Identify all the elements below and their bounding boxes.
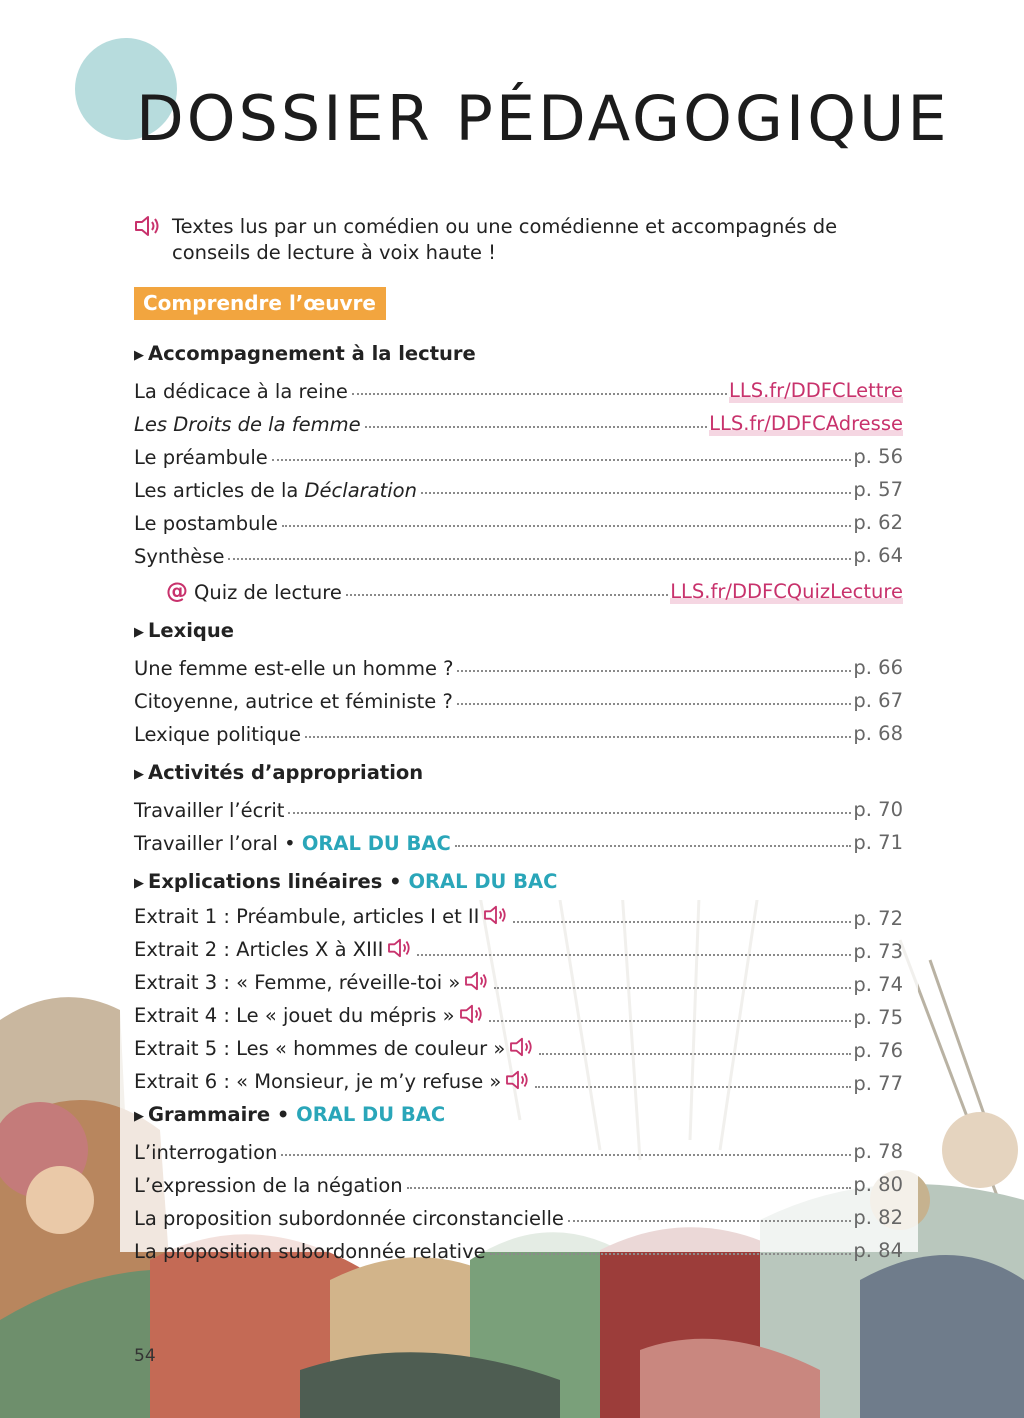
dot-leader (282, 525, 851, 527)
speaker-icon (505, 1069, 531, 1096)
group-title-lexique: ▶ Lexique (134, 619, 234, 642)
dot-leader (494, 987, 851, 989)
page-ref: p. 82 (853, 1206, 903, 1229)
page-ref: p. 77 (853, 1072, 903, 1095)
group-title-explications: ▶ Explications linéaires • ORAL DU BAC (134, 870, 558, 893)
dot-leader (281, 1154, 851, 1156)
at-icon: @ (166, 579, 188, 604)
dot-leader (346, 594, 668, 596)
toc-entry[interactable]: @ Quiz de lecture LLS.fr/DDFCQuizLecture (166, 579, 903, 604)
toc-entry[interactable]: Les articles de la Déclaration p. 57 (134, 478, 903, 502)
dot-leader (417, 954, 851, 956)
oral-du-bac-tag: ORAL DU BAC (296, 1103, 446, 1126)
toc-entry[interactable]: La dédicace à la reine LLS.fr/DDFCLettre (134, 379, 903, 403)
dot-leader (352, 393, 727, 395)
toc-entry[interactable]: Extrait 4 : Le « jouet du mépris » p. 75 (134, 1004, 903, 1029)
toc-link[interactable]: LLS.fr/DDFCLettre (728, 379, 903, 402)
toc-entry[interactable]: Synthèse p. 64 (134, 544, 903, 568)
triangle-icon: ▶ (134, 767, 144, 782)
dot-leader (457, 703, 852, 705)
speaker-icon (459, 1003, 485, 1030)
page-ref: p. 66 (853, 656, 903, 679)
dot-leader (228, 558, 851, 560)
toc-entry[interactable]: L’interrogation p. 78 (134, 1140, 903, 1164)
page-ref: p. 64 (853, 544, 903, 567)
speaker-icon (509, 1036, 535, 1063)
dot-leader (272, 459, 852, 461)
triangle-icon: ▶ (134, 876, 144, 891)
speaker-icon (134, 214, 162, 245)
triangle-icon: ▶ (134, 1109, 144, 1124)
dot-leader (421, 492, 851, 494)
speaker-icon (464, 970, 490, 997)
toc-entry[interactable]: Extrait 2 : Articles X à XIII p. 73 (134, 938, 903, 963)
toc-entry[interactable]: Extrait 6 : « Monsieur, je m’y refuse » p. 77 (134, 1070, 903, 1095)
toc-link[interactable]: LLS.fr/DDFCAdresse (709, 412, 903, 435)
page-title: DOSSIER PÉDAGOGIQUE (136, 82, 950, 155)
toc-entry[interactable]: Lexique politique p. 68 (134, 722, 903, 746)
toc-entry[interactable]: Citoyenne, autrice et féministe ? p. 67 (134, 689, 903, 713)
toc-entry[interactable]: Les Droits de la femme LLS.fr/DDFCAdresse (134, 412, 903, 436)
page-ref: p. 80 (853, 1173, 903, 1196)
oral-du-bac-tag: ORAL DU BAC (408, 870, 558, 893)
dot-leader (535, 1086, 851, 1088)
page-number: 54 (134, 1346, 156, 1366)
toc-entry[interactable]: L’expression de la négation p. 80 (134, 1173, 903, 1197)
page-ref: p. 78 (853, 1140, 903, 1163)
dot-leader (539, 1053, 851, 1055)
toc-entry[interactable]: Extrait 3 : « Femme, réveille-toi » p. 74 (134, 971, 903, 996)
dot-leader (489, 1020, 852, 1022)
page-ref: p. 68 (853, 722, 903, 745)
page-ref: p. 76 (853, 1039, 903, 1062)
triangle-icon: ▶ (134, 348, 144, 363)
triangle-icon: ▶ (134, 625, 144, 640)
toc-entry[interactable]: Le postambule p. 62 (134, 511, 903, 535)
page-ref: p. 56 (853, 445, 903, 468)
speaker-icon (387, 937, 413, 964)
page-ref: p. 73 (853, 940, 903, 963)
speaker-icon (483, 904, 509, 931)
group-title-grammaire: ▶ Grammaire • ORAL DU BAC (134, 1103, 446, 1126)
toc-entry[interactable]: Travailler l’écrit p. 70 (134, 798, 903, 822)
dot-leader (407, 1187, 852, 1189)
intro-text: Textes lus par un comédien ou une comédienne et accompagnés de conseils de lecture à voix haute ! (172, 215, 838, 264)
page-ref: p. 67 (853, 689, 903, 712)
page-ref: p. 84 (853, 1239, 903, 1262)
toc-entry[interactable]: Extrait 1 : Préambule, articles I et II p. 72 (134, 905, 903, 930)
page-ref: p. 70 (853, 798, 903, 821)
dot-leader (490, 1253, 852, 1255)
page-ref: p. 75 (853, 1006, 903, 1029)
dot-leader (455, 845, 852, 847)
page-ref: p. 71 (853, 831, 903, 854)
toc-entry[interactable]: Une femme est-elle un homme ? p. 66 (134, 656, 903, 680)
page-ref: p. 72 (853, 907, 903, 930)
dot-leader (365, 426, 708, 428)
toc-entry[interactable]: Travailler l’oral • ORAL DU BAC p. 71 (134, 831, 903, 855)
page-ref: p. 62 (853, 511, 903, 534)
page-ref: p. 57 (853, 478, 903, 501)
dot-leader (305, 736, 851, 738)
page-ref: p. 74 (853, 973, 903, 996)
toc-entry[interactable]: Le préambule p. 56 (134, 445, 903, 469)
section-heading: Comprendre l’œuvre (134, 287, 386, 320)
toc-link[interactable]: LLS.fr/DDFCQuizLecture (670, 580, 903, 603)
toc-entry[interactable]: La proposition subordonnée circonstancielle p. 82 (134, 1206, 903, 1230)
oral-du-bac-tag: ORAL DU BAC (301, 832, 451, 855)
dot-leader (568, 1220, 852, 1222)
intro-note (134, 214, 914, 266)
dot-leader (288, 812, 851, 814)
dot-leader (457, 670, 851, 672)
dot-leader (513, 921, 851, 923)
toc-entry[interactable]: La proposition subordonnée relative p. 84 (134, 1239, 903, 1263)
table-of-contents (134, 337, 903, 1263)
group-title-accompagnement: ▶ Accompagnement à la lecture (134, 342, 476, 365)
toc-entry[interactable]: Extrait 5 : Les « hommes de couleur » p. 76 (134, 1037, 903, 1062)
group-title-activites: ▶ Activités d’appropriation (134, 761, 424, 784)
